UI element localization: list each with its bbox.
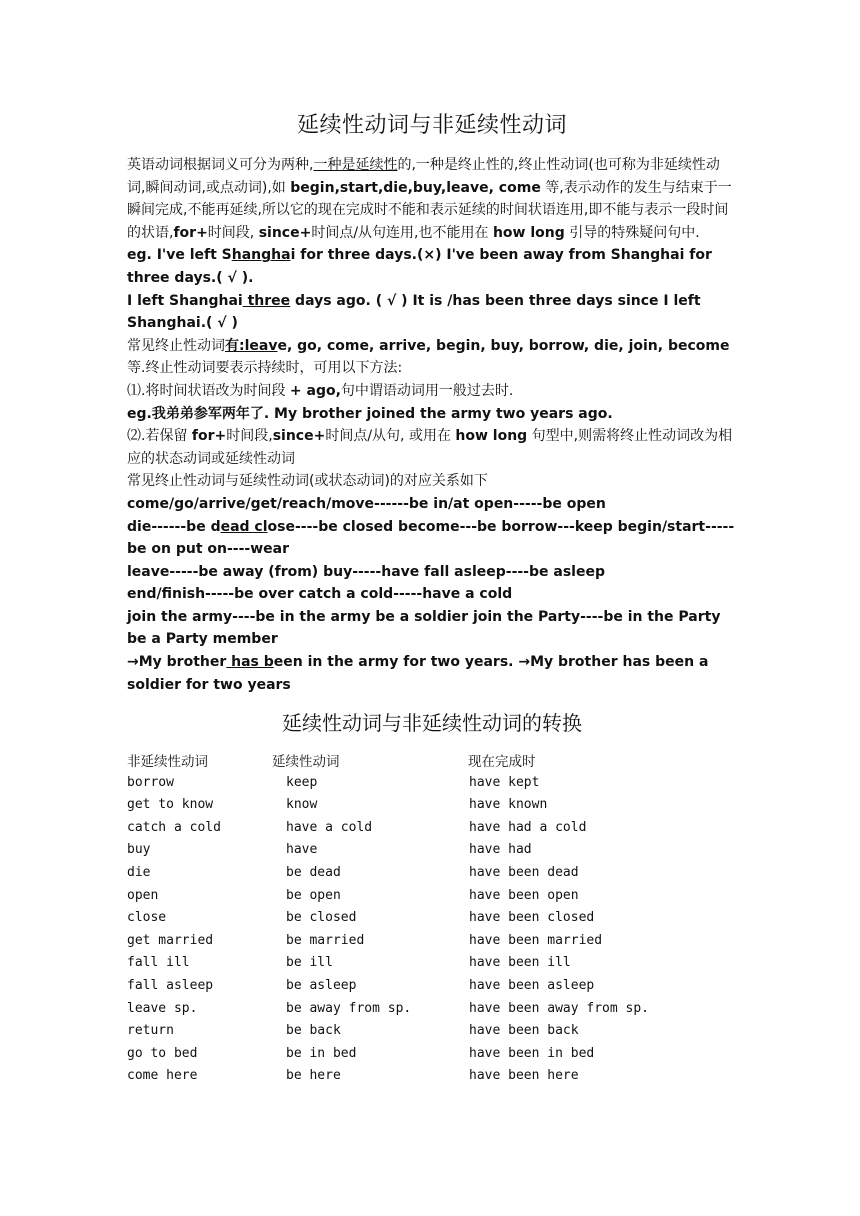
method-2: ⑵.若保留 for+时间段,since+时间点/从句, 或用在 how long 句型中,则需将终止性动词改为相应的状态动词或延续性动词 xyxy=(127,428,733,467)
cell-durative: be dead xyxy=(286,865,341,881)
table-row xyxy=(127,974,649,997)
correspondence-line-4: end/finish-----be over catch a cold-----have a cold xyxy=(127,586,513,603)
cell-non-durative: get married xyxy=(127,932,214,948)
table-row xyxy=(127,929,649,952)
table-row xyxy=(127,861,649,884)
document-page xyxy=(127,108,737,1087)
cell-present-perfect: have been back xyxy=(469,1023,579,1039)
cell-non-durative: go to bed xyxy=(127,1045,198,1061)
cell-present-perfect: have been here xyxy=(469,1068,579,1084)
table-row xyxy=(127,906,649,929)
method-1: ⑴.将时间状语改为时间段 + ago,句中谓语动词用一般过去时. xyxy=(127,382,514,399)
cell-non-durative: come here xyxy=(127,1068,198,1084)
table-row xyxy=(127,1065,649,1088)
correspondence-line-5: join the army----be in the army be a soldier join the Party----be in the Party be a Party member xyxy=(127,608,721,648)
table-row xyxy=(127,816,649,839)
cell-present-perfect: have been married xyxy=(469,932,603,948)
cell-non-durative: buy xyxy=(127,842,151,858)
cell-durative: be ill xyxy=(286,955,333,971)
cell-durative: be here xyxy=(286,1068,341,1084)
cell-present-perfect: have kept xyxy=(469,774,540,790)
cell-present-perfect: have been in bed xyxy=(469,1045,595,1061)
example-2: I left Shanghai three days ago. ( √ ) It is /has been three days since I left Shanghai.( √ ) xyxy=(127,292,701,332)
cell-non-durative: catch a cold xyxy=(127,819,221,835)
correspondence-line-6: →My brother has been in the army for two years. →My brother has been a soldier for two years xyxy=(127,654,709,693)
example-1: eg. I've left Shanghai for three days.(×) I've been away from Shanghai for three days.( √ ). xyxy=(127,247,712,286)
cell-durative: be away from sp. xyxy=(286,1000,412,1016)
header-non-durative: 非延续性动词 xyxy=(127,753,208,770)
correspondence-line-3: leave-----be away (from) buy-----have fall asleep----be asleep xyxy=(127,563,605,580)
correspondence-line-2: die------be dead close----be closed become---be borrow---keep begin/start-----be on put on----wear xyxy=(127,518,735,558)
document-title: 延续性动词与非延续性动词 xyxy=(296,113,567,138)
cell-non-durative: fall asleep xyxy=(127,977,214,993)
intro-paragraph: 英语动词根据词义可分为两种,一种是延续性的,一种是终止性的,终止性动词(也可称为非延续性动词,瞬间动词,或点动词),如 begin,start,die,buy,leave, come 等,表示动作的发生与结束于一瞬间完成,不能再延续,所以它的现在完成时不能和表示延续的时间状语连用,即不能与表示一段时间的状语,for+时间段, since+时间点/从句连用,也不能用在 how long 引导的特殊疑问句中. xyxy=(127,157,732,241)
cell-non-durative: get to know xyxy=(127,797,214,813)
cell-non-durative: fall ill xyxy=(127,955,190,971)
cell-non-durative: return xyxy=(127,1023,174,1039)
cell-present-perfect: have been closed xyxy=(469,910,595,926)
cell-non-durative: borrow xyxy=(127,774,174,790)
cell-non-durative: die xyxy=(127,865,151,881)
table-row xyxy=(127,952,649,975)
cell-durative: be married xyxy=(286,932,365,948)
cell-durative: have a cold xyxy=(286,819,373,835)
table-row xyxy=(127,1019,649,1042)
header-present-perfect: 现在完成时 xyxy=(468,753,536,770)
table-header-row xyxy=(127,748,649,771)
table-row xyxy=(127,839,649,862)
cell-present-perfect: have been away from sp. xyxy=(469,1000,650,1016)
common-verbs-paragraph: 常见终止性动词有:leave, go, come, arrive, begin, buy, borrow, die, join, become 等.终止性动词要表示持续时，可用以下方法: xyxy=(127,337,730,377)
cell-durative: have xyxy=(286,842,318,858)
cell-durative: be closed xyxy=(286,910,357,926)
cell-present-perfect: have known xyxy=(469,797,548,813)
table-row xyxy=(127,884,649,907)
cell-durative: be open xyxy=(286,887,341,903)
cell-present-perfect: have been dead xyxy=(469,865,579,881)
cell-present-perfect: have been open xyxy=(469,887,579,903)
conversion-subtitle: 延续性动词与非延续性动词的转换 xyxy=(282,711,582,736)
correspondence-title: 常见终止性动词与延续性动词(或状态动词)的对应关系如下 xyxy=(127,473,488,490)
table-row xyxy=(127,793,649,816)
cell-durative: keep xyxy=(286,774,318,790)
cell-non-durative: leave sp. xyxy=(127,1000,198,1016)
table-row xyxy=(127,997,649,1020)
cell-durative: know xyxy=(286,797,318,813)
cell-present-perfect: have been asleep xyxy=(469,977,595,993)
table-row xyxy=(127,771,649,794)
correspondence-line-1: come/go/arrive/get/reach/move------be in/at open-----be open xyxy=(127,495,606,512)
method-1-example: eg.我弟弟参军两年了. My brother joined the army two years ago. xyxy=(127,405,613,422)
cell-durative: be asleep xyxy=(286,977,357,993)
cell-present-perfect: have had a cold xyxy=(469,819,587,835)
cell-non-durative: close xyxy=(127,910,167,926)
header-durative: 延续性动词 xyxy=(272,753,340,770)
cell-durative: be in bed xyxy=(286,1045,357,1061)
cell-non-durative: open xyxy=(127,887,159,903)
cell-present-perfect: have had xyxy=(469,842,532,858)
table-row xyxy=(127,1042,649,1065)
conversion-table xyxy=(127,748,649,1087)
cell-present-perfect: have been ill xyxy=(469,955,571,971)
cell-durative: be back xyxy=(286,1023,341,1039)
